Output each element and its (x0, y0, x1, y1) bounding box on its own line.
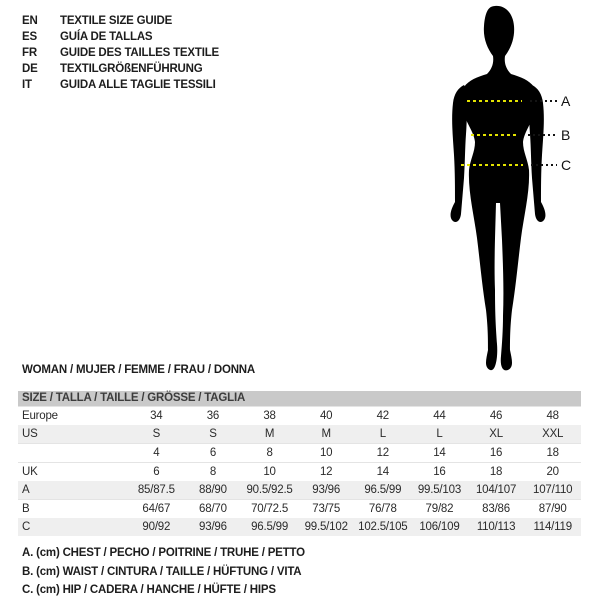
cell: 106/109 (419, 521, 460, 533)
waist-leader-line (528, 134, 557, 136)
row-label: UK (22, 466, 38, 478)
row-label (18, 444, 128, 463)
lang-row-en (22, 13, 219, 29)
cell: 16 (489, 447, 503, 459)
cell: 10 (263, 466, 276, 478)
lang-code: FR (22, 47, 37, 59)
chest-measure-line (467, 100, 522, 102)
cell: 20 (546, 466, 559, 478)
cell: 114/119 (533, 521, 572, 533)
cell: 104/107 (475, 484, 517, 496)
cell: M (264, 428, 275, 440)
measurement-legend (22, 544, 305, 600)
lang-code: EN (22, 15, 38, 27)
cell: 96.5/99 (251, 521, 289, 533)
lang-row-es (22, 29, 219, 45)
cell: 18 (546, 447, 559, 459)
lang-code: IT (22, 79, 32, 91)
cell: 40 (319, 410, 333, 422)
hip-measure-line (461, 164, 523, 166)
size-table (18, 391, 581, 536)
row-label: C (22, 521, 31, 533)
cell: 99.5/103 (417, 484, 462, 496)
cell: 8 (266, 447, 273, 459)
waist-measure-line (471, 134, 519, 136)
table-row-europe (18, 407, 581, 426)
cell: 8 (209, 466, 217, 478)
lang-row-de (22, 61, 219, 77)
lang-title: TEXTILGRÖßENFÜHRUNG (60, 63, 203, 75)
section-title: WOMAN / MUJER / FEMME / FRAU / DONNA (22, 364, 256, 376)
cell: 93/96 (312, 484, 341, 496)
lang-title: GUIDA ALLE TAGLIE TESSILI (60, 79, 216, 91)
table-row-us-numeric (18, 444, 581, 463)
lang-title: GUIDE DES TAILLES TEXTILE (60, 47, 219, 59)
legend-chest: A. (cm) CHEST / PECHO / POITRINE / TRUHE / PETTO (22, 547, 305, 559)
row-label: US (22, 428, 38, 440)
cell: XL (489, 428, 503, 440)
cell: L (436, 428, 443, 440)
chest-leader-line (530, 100, 557, 102)
cell: 18 (489, 466, 503, 478)
waist-label: B (561, 127, 571, 143)
cell: 88/90 (199, 484, 227, 496)
cell: L (379, 428, 386, 440)
cell: 36 (206, 410, 220, 422)
cell: 93/96 (199, 521, 227, 533)
cell: 102.5/105 (358, 521, 408, 533)
cell: 68/70 (199, 503, 227, 515)
row-label: A (22, 484, 30, 496)
cell: 6 (153, 466, 160, 478)
cell: 14 (433, 447, 446, 459)
cell: 46 (489, 410, 503, 422)
hip-label: C (561, 157, 572, 173)
language-list (22, 13, 219, 93)
cell: 12 (376, 447, 390, 459)
cell: XXL (542, 428, 564, 440)
legend-waist: B. (cm) WAIST / CINTURA / TAILLE / HÜFTUNG / VITA (22, 565, 302, 578)
cell: 73/75 (312, 503, 341, 515)
cell: 96.5/99 (364, 484, 402, 496)
legend-hip: C. (cm) HIP / CADERA / HANCHE / HÜFTE / HIPS (22, 584, 276, 596)
cell: 83/86 (482, 503, 510, 515)
cell: 110/113 (476, 521, 516, 533)
lang-code: ES (22, 31, 37, 43)
cell: 48 (546, 410, 559, 422)
cell: 10 (319, 447, 333, 459)
table-row-waist (18, 500, 581, 519)
size-table-header: SIZE / TALLA / TAILLE / GRÖSSE / TAGLIA (18, 391, 581, 406)
cell: 70/72.5 (251, 503, 289, 515)
lang-row-it (22, 77, 219, 93)
cell: 99.5/102 (304, 521, 348, 533)
lang-title: GUÍA DE TALLAS (60, 31, 153, 43)
cell: 87/90 (538, 503, 567, 515)
cell: 16 (433, 466, 446, 478)
lang-row-fr (22, 45, 219, 61)
row-label: Europe (22, 410, 58, 422)
cell: 64/67 (142, 503, 171, 515)
cell: 79/82 (425, 503, 454, 515)
cell: 76/78 (368, 503, 397, 515)
cell: S (152, 428, 161, 440)
cell: 12 (319, 466, 333, 478)
cell: 6 (209, 447, 217, 459)
cell: 85/87.5 (137, 484, 175, 496)
table-row-us-letter (18, 425, 581, 444)
cell: 4 (153, 447, 160, 459)
cell: 42 (376, 410, 390, 422)
chest-label: A (561, 93, 571, 109)
table-row-hip (18, 518, 581, 536)
cell: 90/92 (142, 521, 171, 533)
lang-title: TEXTILE SIZE GUIDE (60, 15, 173, 27)
cell: 90.5/92.5 (246, 484, 293, 496)
cell: 107/110 (533, 484, 573, 496)
lang-code: DE (22, 63, 38, 75)
woman-silhouette-icon (400, 0, 600, 380)
cell: S (209, 428, 217, 440)
hip-leader-line (531, 164, 557, 166)
cell: M (321, 428, 331, 440)
cell: 14 (376, 466, 390, 478)
table-row-uk (18, 463, 581, 482)
cell: 44 (433, 410, 446, 422)
row-label: B (22, 503, 30, 515)
cell: 34 (150, 410, 163, 422)
cell: 38 (263, 410, 276, 422)
woman-silhouette-figure (400, 0, 600, 380)
table-row-chest (18, 481, 581, 500)
